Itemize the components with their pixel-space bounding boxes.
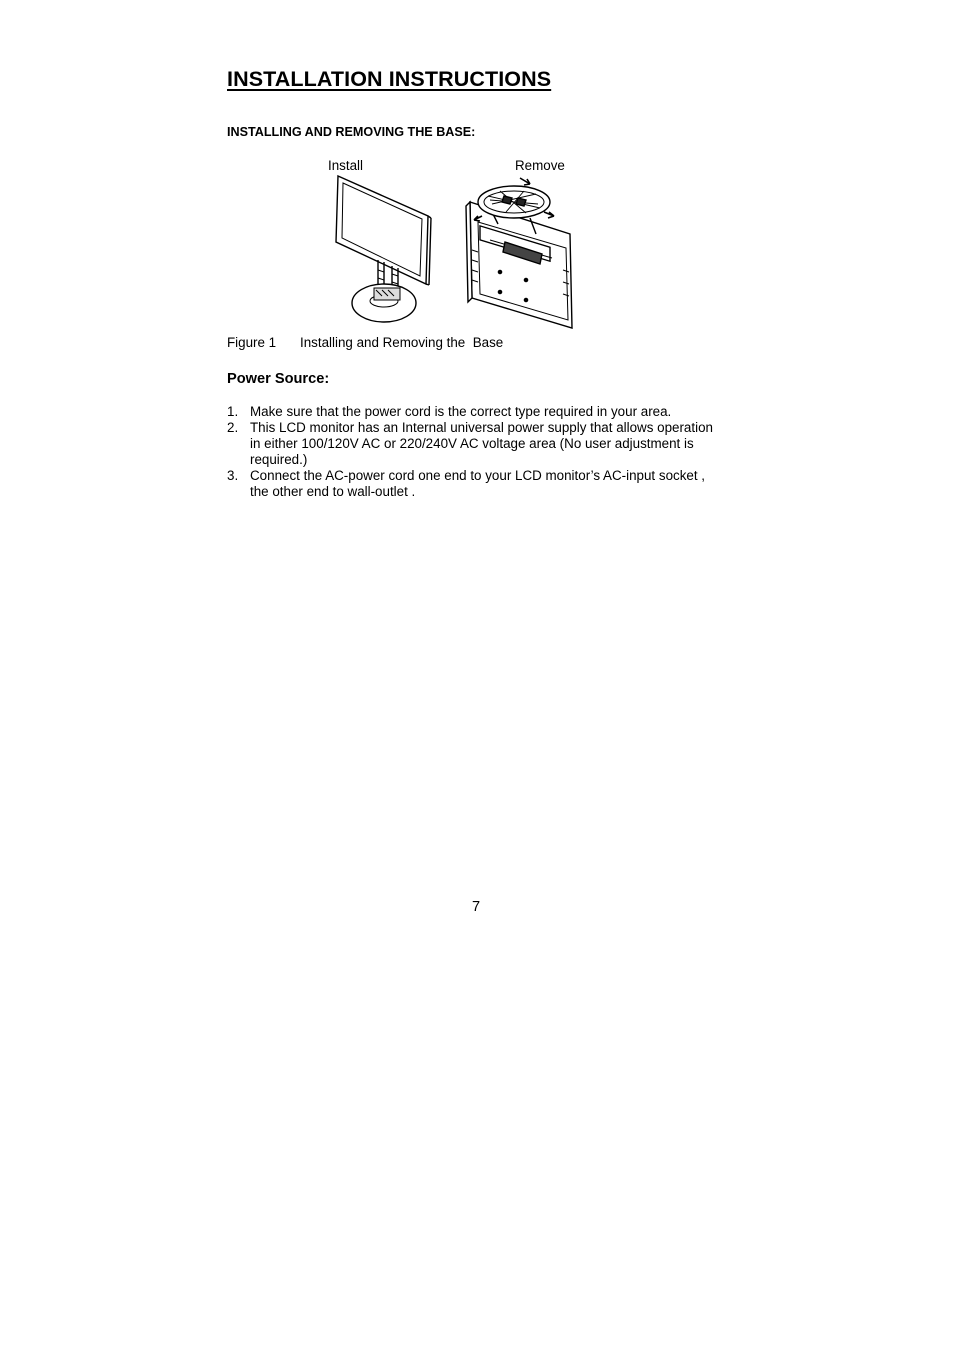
remove-label: Remove (515, 158, 565, 173)
section-subheading: INSTALLING AND REMOVING THE BASE: (227, 125, 476, 139)
step-text: Connect the AC-power cord one end to your LCD monitor’s AC-input socket , the other end to wall-outlet . (250, 468, 706, 499)
base-installation-illustration (330, 172, 580, 332)
figure-caption (227, 335, 503, 350)
step-number: 1. (227, 404, 239, 419)
list-item (227, 404, 727, 420)
page-number: 7 (472, 899, 481, 915)
figure-caption-text: Installing and Removing the Base (300, 335, 504, 350)
step-text: This LCD monitor has an Internal universal power supply that allows operation in either 100/120V AC or 220/240V AC voltage area (No user adjustment is required.) (250, 420, 713, 467)
list-item (227, 420, 727, 468)
install-monitor-drawing (336, 176, 431, 322)
power-source-steps (227, 404, 727, 500)
list-item (227, 468, 727, 500)
page-title: INSTALLATION INSTRUCTIONS (227, 67, 552, 91)
install-label: Install (328, 158, 363, 173)
step-text: Make sure that the power cord is the correct type required in your area. (250, 404, 672, 419)
remove-monitor-drawing (466, 178, 572, 328)
figure-number: Figure 1 (227, 335, 277, 350)
power-source-heading: Power Source: (227, 371, 330, 387)
step-number: 3. (227, 468, 239, 483)
step-number: 2. (227, 420, 239, 435)
